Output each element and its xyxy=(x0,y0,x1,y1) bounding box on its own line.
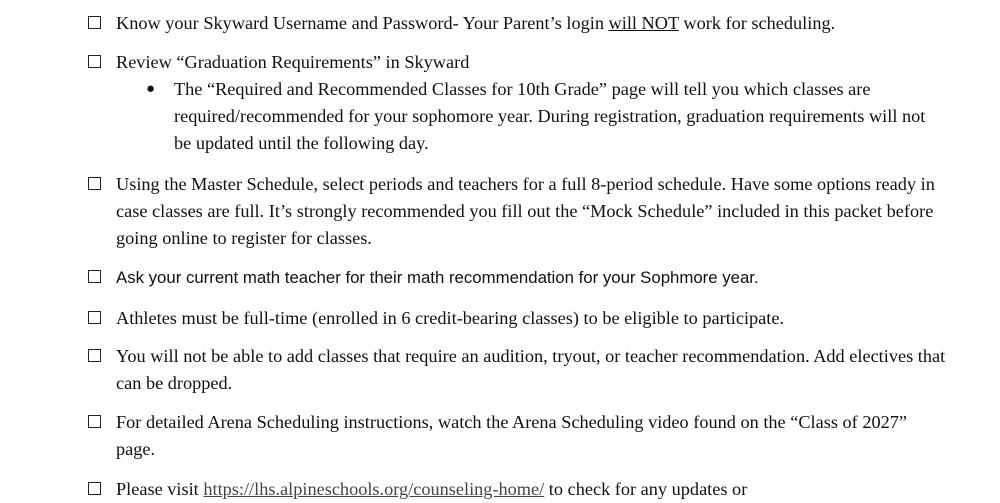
checklist-item-graduation xyxy=(88,49,948,76)
checklist-item-text: You will not be able to add classes that require an audition, tryout, or teacher recommendation. Add electives that can be dropped. xyxy=(116,346,946,393)
counseling-home-link[interactable]: https://lhs.alpineschools.org/counseling-home/ xyxy=(203,479,545,499)
checklist-item-athletes xyxy=(88,305,948,332)
checklist-item-login xyxy=(88,10,948,37)
checkbox-icon[interactable] xyxy=(88,177,101,190)
bullet-icon: ● xyxy=(146,81,156,97)
emphasis-text: will NOT xyxy=(608,13,679,33)
checkbox-icon[interactable] xyxy=(88,311,101,324)
checklist-item-text: Athletes must be full-time (enrolled in 6 credit-bearing classes) to be eligible to participate. xyxy=(116,308,785,328)
checklist-item-text: Please visit https://lhs.alpineschools.org/counseling-home/ to check for any updates or xyxy=(116,479,748,499)
checklist-item-website xyxy=(88,476,948,503)
checkbox-icon[interactable] xyxy=(88,415,101,428)
checklist-item-text: Ask your current math teacher for their math recommendation for your Sophmore year. xyxy=(116,268,759,287)
checkbox-icon[interactable] xyxy=(88,270,101,283)
bullet-item-required-classes xyxy=(146,76,946,157)
checklist-item-text: Know your Skyward Username and Password- Your Parent’s login will NOT work for scheduling. xyxy=(116,13,836,33)
checklist-item-master-schedule xyxy=(88,171,948,252)
checklist-item-text: For detailed Arena Scheduling instructions, watch the Arena Scheduling video found on the “Class of 2027” page. xyxy=(116,412,908,459)
checkbox-icon[interactable] xyxy=(88,349,101,362)
checklist-item-math xyxy=(88,264,948,291)
checkbox-icon[interactable] xyxy=(88,482,101,495)
checklist-item-auditions xyxy=(88,343,948,397)
checkbox-icon[interactable] xyxy=(88,16,101,29)
checklist-item-text: Using the Master Schedule, select periods and teachers for a full 8-period schedule. Have some options ready in case classes are full. It’s strongly recommended you fill out the “Mock Schedule” included in this packet before going online to register for classes. xyxy=(116,174,935,248)
checkbox-icon[interactable] xyxy=(88,55,101,68)
bullet-item-text: The “Required and Recommended Classes for 10th Grade” page will tell you which classes are required/recommended for your sophomore year. During registration, graduation requirements will not be updated until the following day. xyxy=(174,79,926,153)
checklist-item-text: Review “Graduation Requirements” in Skyward xyxy=(116,52,470,72)
checklist-item-arena-video xyxy=(88,409,948,463)
